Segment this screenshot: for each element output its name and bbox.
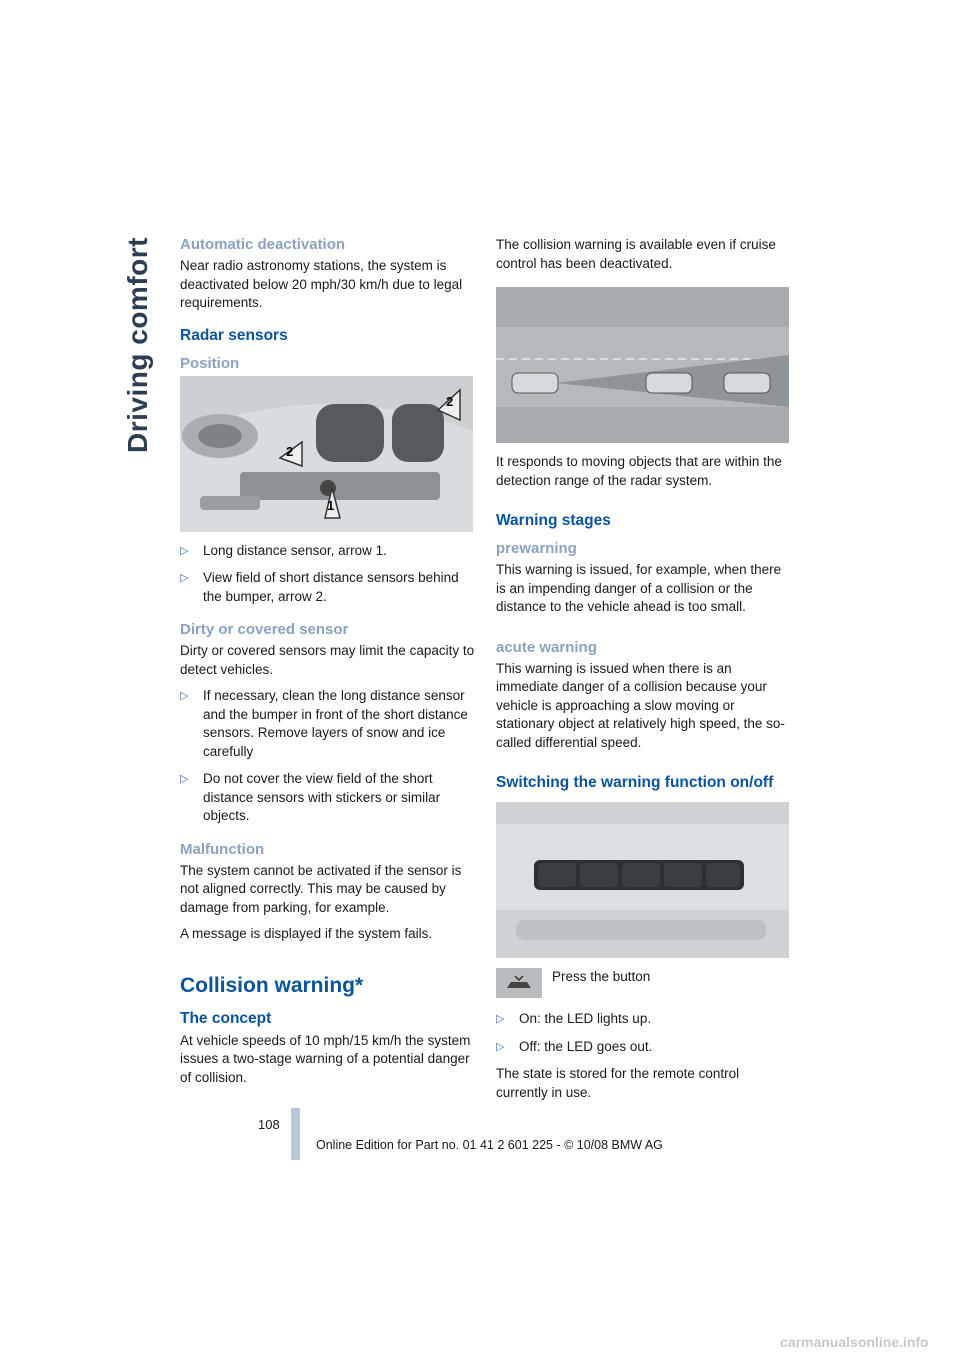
list-item: ▷ Do not cover the view field of the short distance sensors with stickers or similar objects. bbox=[180, 771, 441, 823]
chapter-side-tab bbox=[118, 225, 158, 465]
position-heading: Position bbox=[180, 354, 240, 372]
available-text: The collision warning is available even if cruise control has been deactivated. bbox=[496, 237, 776, 271]
bullet-triangle-icon: ▷ bbox=[180, 690, 189, 702]
footer-edition: Online Edition for Part no. 01 41 2 601 225 - © 10/08 BMW AG bbox=[316, 1138, 663, 1152]
button-panel-image bbox=[496, 802, 789, 958]
malfunction-text-2: A message is displayed if the system fails. bbox=[180, 926, 433, 941]
dirty-sensor-heading: Dirty or covered sensor bbox=[180, 621, 349, 638]
bullet-triangle-icon: ▷ bbox=[180, 544, 189, 557]
prewarning-heading: prewarning bbox=[496, 540, 577, 557]
watermark: carmanualsonline.info bbox=[780, 1334, 929, 1350]
arrow-label-1: 1 bbox=[327, 497, 335, 513]
arrow-label-2-right: 2 bbox=[446, 393, 454, 409]
switching-heading: Switching the warning function on/off bbox=[496, 774, 774, 791]
car-front-sensor-image bbox=[180, 376, 473, 532]
list-item: ▷ Off: the LED goes out. bbox=[496, 1038, 791, 1057]
list-item: ▷ On: the LED lights up. bbox=[496, 1010, 791, 1029]
arrow-label-2-left: 2 bbox=[286, 443, 294, 459]
concept-text: At vehicle speeds of 10 mph/15 km/h the system issues a two-stage warning of a potential danger of collision. bbox=[180, 1032, 471, 1085]
list-item: ▷ If necessary, clean the long distance sensor and the bumper in front of the short distance sensors. Remove layers of snow and ice carefully bbox=[180, 688, 468, 759]
acute-warning-heading: acute warning bbox=[496, 638, 597, 656]
responds-text: It responds to moving objects that are within the detection range of the radar system. bbox=[496, 454, 782, 488]
warning-stages-heading: Warning stages bbox=[496, 512, 611, 529]
bullet-triangle-icon: ▷ bbox=[180, 572, 189, 584]
prewarning-text: This warning is issued, for example, when there is an impending danger of a collision or the distance to the vehicle ahead is too small. bbox=[496, 562, 782, 614]
bullet-triangle-icon: ▷ bbox=[496, 1040, 505, 1053]
auto-deactivation-text: Near radio astronomy stations, the system is deactivated below 20 mph/30 km/h due to legal requirements. bbox=[180, 258, 463, 310]
page-number: 108 bbox=[258, 1117, 280, 1132]
footer-divider-bar bbox=[291, 1108, 300, 1160]
concept-heading: The concept bbox=[180, 1009, 272, 1027]
switch-list bbox=[496, 1010, 791, 1056]
collision-warning-button-icon[interactable] bbox=[496, 968, 542, 998]
dirty-sensor-text: Dirty or covered sensors may limit the capacity to detect vehicles. bbox=[180, 643, 475, 677]
press-button-row bbox=[496, 968, 791, 998]
press-button-text: Press the button bbox=[552, 969, 651, 984]
collision-warning-heading: Collision warning* bbox=[180, 973, 364, 997]
state-text: The state is stored for the remote control currently in use. bbox=[496, 1066, 740, 1100]
radar-sensors-heading: Radar sensors bbox=[180, 326, 288, 344]
auto-deactivation-heading: Automatic deactivation bbox=[180, 236, 346, 253]
bullet-triangle-icon: ▷ bbox=[180, 773, 189, 785]
malfunction-text-1: The system cannot be activated if the sensor is not aligned correctly. This may be caused by damage from parking, for example. bbox=[180, 862, 462, 915]
list-item: ▷ View field of short distance sensors behind the bumper, arrow 2. bbox=[180, 570, 459, 604]
list-item: ▷ Long distance sensor, arrow 1. bbox=[180, 542, 475, 561]
position-list bbox=[180, 542, 475, 607]
chapter-side-tab-label: Driving comfort bbox=[122, 237, 153, 453]
dirty-sensor-list bbox=[180, 687, 475, 826]
malfunction-heading: Malfunction bbox=[180, 840, 265, 858]
radar-detection-diagram bbox=[496, 287, 789, 443]
bullet-triangle-icon: ▷ bbox=[496, 1013, 505, 1025]
left-column bbox=[180, 236, 475, 1095]
right-column bbox=[496, 236, 791, 1110]
acute-warning-text: This warning is issued when there is an immediate danger of a collision because your vehicle is approaching a slow moving or stationary object at relatively high speed, the so-called differential speed. bbox=[496, 660, 785, 750]
